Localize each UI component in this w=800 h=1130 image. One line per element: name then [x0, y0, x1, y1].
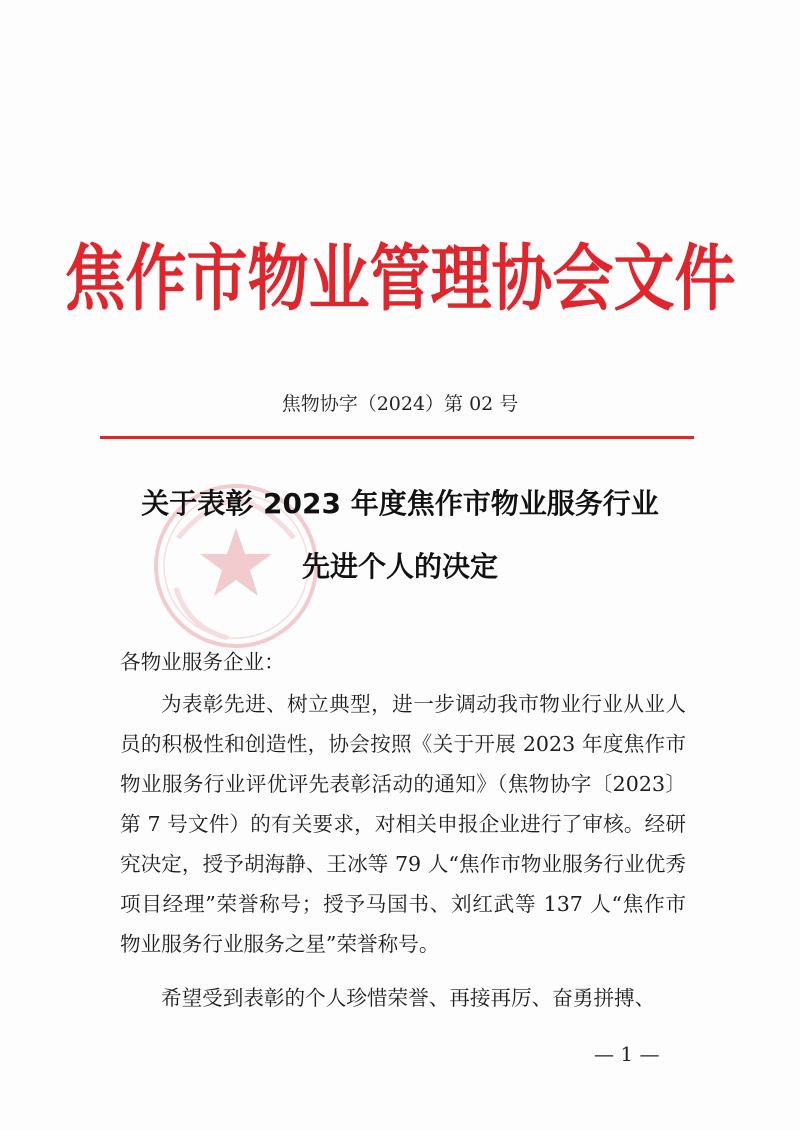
salutation: 各物业服务企业：	[120, 650, 285, 674]
document-masthead: 焦作市物业管理协会文件	[64, 237, 736, 322]
masthead-divider-line	[100, 436, 694, 439]
page-number: — 1 —	[594, 1042, 660, 1066]
body-paragraph-2: 希望受到表彰的个人珍惜荣誉、再接再厉、奋勇拼搏、	[161, 986, 656, 1010]
document-title-line-2: 先进个人的决定	[301, 550, 498, 583]
document-number: 焦物协字（2024）第 02 号	[281, 393, 519, 415]
body-paragraph-1: 为表彰先进、树立典型，进一步调动我市物业行业从业人员的积极性和创造性，协会按照《关于开展 2023 年度焦作市物业服务行业评优评先表彰活动的通知》（焦物协字〔2023〕第 7 号文件）的有关要求，对相关申报企业进行了审核。经研究决定，授予胡海静、王冰等 79 人“焦作市物业服务行业优秀项目经理”荣誉称号；授予马国书、刘红武等 137 人“焦作市物业服务行业服务之星”荣誉称号。	[120, 692, 686, 956]
document-title-line-1: 关于表彰 2023 年度焦作市物业服务行业	[141, 487, 659, 520]
